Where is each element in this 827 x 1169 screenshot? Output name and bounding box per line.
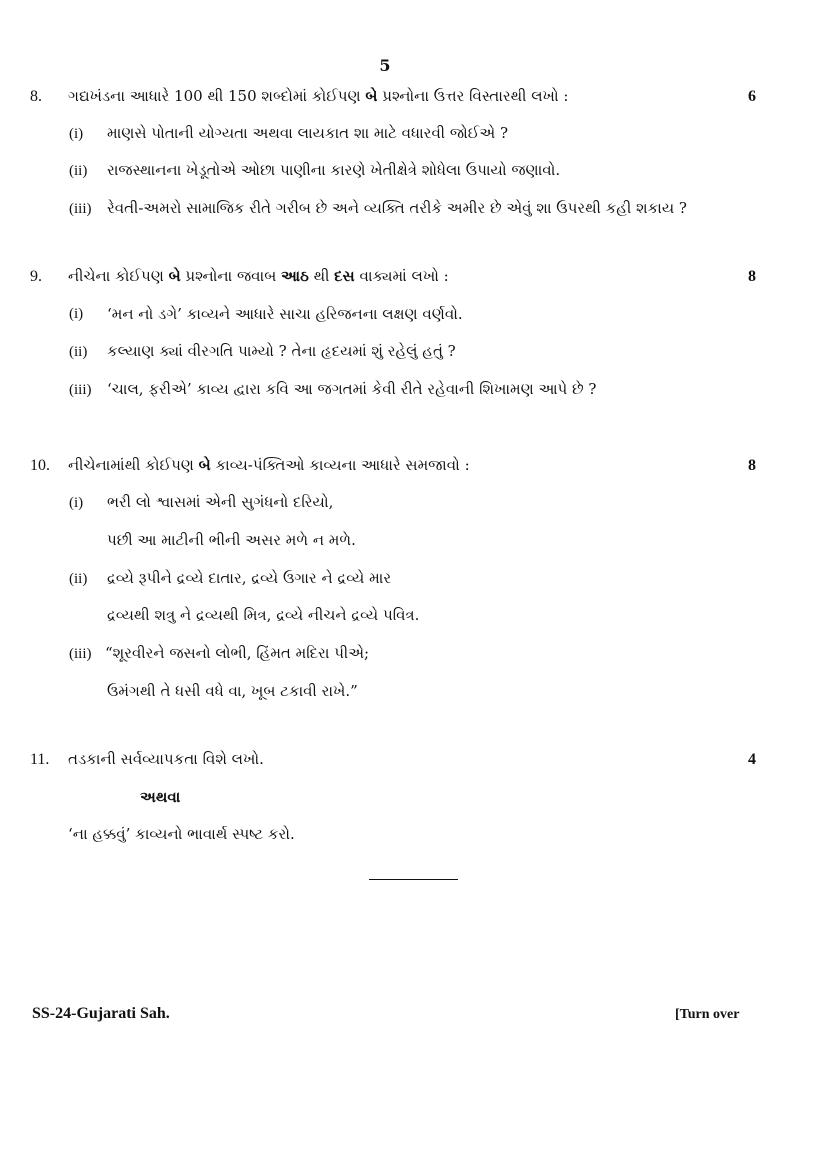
prompt-emphasis: બે (365, 87, 378, 105)
sub-question-label: (i) (69, 495, 84, 511)
question-number: 9. (30, 268, 42, 285)
verse-line: ભરી લો શ્વાસમાં એની સુગંધનો દરિયો, (107, 493, 334, 511)
prompt-emphasis: આઠ (281, 267, 309, 285)
question-prompt: તડકાની સર્વવ્યાપકતા વિશે લખો. (68, 750, 264, 768)
turn-over-note: [Turn over (675, 1007, 740, 1022)
verse-line: “શૂરવીરને જસનો લોભી, હિંમત મદિરા પીએ; (105, 644, 370, 662)
prompt-text: ગદ્યખંડના આધારે 100 થી 150 શબ્દોમાં કોઈપણ (68, 87, 366, 105)
verse-line: દ્રવ્યથી શત્રુ ને દ્રવ્યથી મિત્ર, દ્રવ્યે નીચને દ્રવ્યે પવિત્ર. (107, 606, 420, 624)
sub-question-label: (ii) (69, 571, 88, 587)
question-number: 8. (30, 88, 42, 105)
prompt-text: કાવ્ય-પંક્તિઓ કાવ્યના આધારે સમજાવો : (210, 456, 470, 474)
end-divider (369, 879, 458, 880)
prompt-emphasis: દસ (334, 267, 355, 285)
question-prompt (68, 87, 568, 105)
prompt-text: પ્રશ્નોના જવાબ (180, 267, 282, 285)
prompt-text: પ્રશ્નોના ઉત્તર વિસ્તારથી લખો : (377, 87, 569, 105)
prompt-text: નીચેનામાંથી કોઈપણ (68, 456, 199, 474)
paper-code: SS-24-Gujarati Sah. (32, 1005, 170, 1022)
prompt-emphasis: બે (198, 456, 211, 474)
page-number: 5 (379, 56, 391, 75)
question-number: 10. (30, 457, 50, 474)
alternate-question: ‘ના હક્કવું’ કાવ્યનો ભાવાર્થ સ્પષ્ટ કરો. (68, 825, 295, 843)
sub-question-text: માણસે પોતાની યોગ્યતા અથવા લાયકાત શા માટે વધારવી જોઈએ ? (107, 124, 508, 142)
sub-question-text: રાજસ્થાનના ખેડૂતોએ ઓછા પાણીના કારણે ખેતીક્ષેત્રે શોધેલા ઉપાયો જણાવો. (107, 161, 561, 179)
sub-question-label: (iii) (69, 382, 92, 398)
question-number: 11. (30, 751, 50, 768)
question-marks: 4 (748, 751, 756, 768)
prompt-text: વાક્યમાં લખો : (354, 267, 449, 285)
sub-question-label: (iii) (69, 201, 92, 217)
sub-question-text: રેવતી-અમરો સામાજિક રીતે ગરીબ છે અને વ્યક્તિ તરીકે અમીર છે એવું શા ઉપરથી કહી શકાય ? (107, 199, 687, 217)
prompt-text: નીચેના કોઈપણ (68, 267, 169, 285)
question-marks: 6 (748, 88, 756, 105)
verse-line: દ્રવ્યે રૂપીને દ્રવ્યે દાતાર, દ્રવ્યે ઉગાર ને દ્રવ્યે માર (107, 569, 392, 587)
sub-question-text: કલ્યાણ ક્યાં વીરગતિ પામ્યો ? તેના હૃદયમાં શું રહેલું હતું ? (107, 342, 456, 360)
sub-question-label: (ii) (69, 344, 88, 360)
sub-question-label: (i) (69, 306, 84, 322)
sub-question-text: ‘ચાલ, ફરીએ’ કાવ્ય દ્વારા કવિ આ જગતમાં કેવી રીતે રહેવાની શિખામણ આપે છે ? (107, 380, 597, 398)
sub-question-label: (iii) (69, 646, 92, 662)
or-label: અથવા (140, 788, 181, 806)
sub-question-label: (i) (69, 126, 84, 142)
prompt-emphasis: બે (168, 267, 181, 285)
question-prompt (68, 456, 470, 474)
question-marks: 8 (748, 457, 756, 474)
prompt-text: થી (308, 267, 335, 285)
sub-question-text: ‘મન નો ડગે’ કાવ્યને આધારે સાચા હરિજનના લક્ષણ વર્ણવો. (107, 305, 463, 323)
question-prompt (68, 267, 449, 285)
verse-line: ઉમંગથી તે ધસી વધે વા, ખૂબ ટકાવી રાખે.” (107, 682, 358, 700)
verse-line: પછી આ માટીની ભીની અસર મળે ન મળે. (107, 531, 356, 549)
question-marks: 8 (748, 268, 756, 285)
sub-question-label: (ii) (69, 163, 88, 179)
